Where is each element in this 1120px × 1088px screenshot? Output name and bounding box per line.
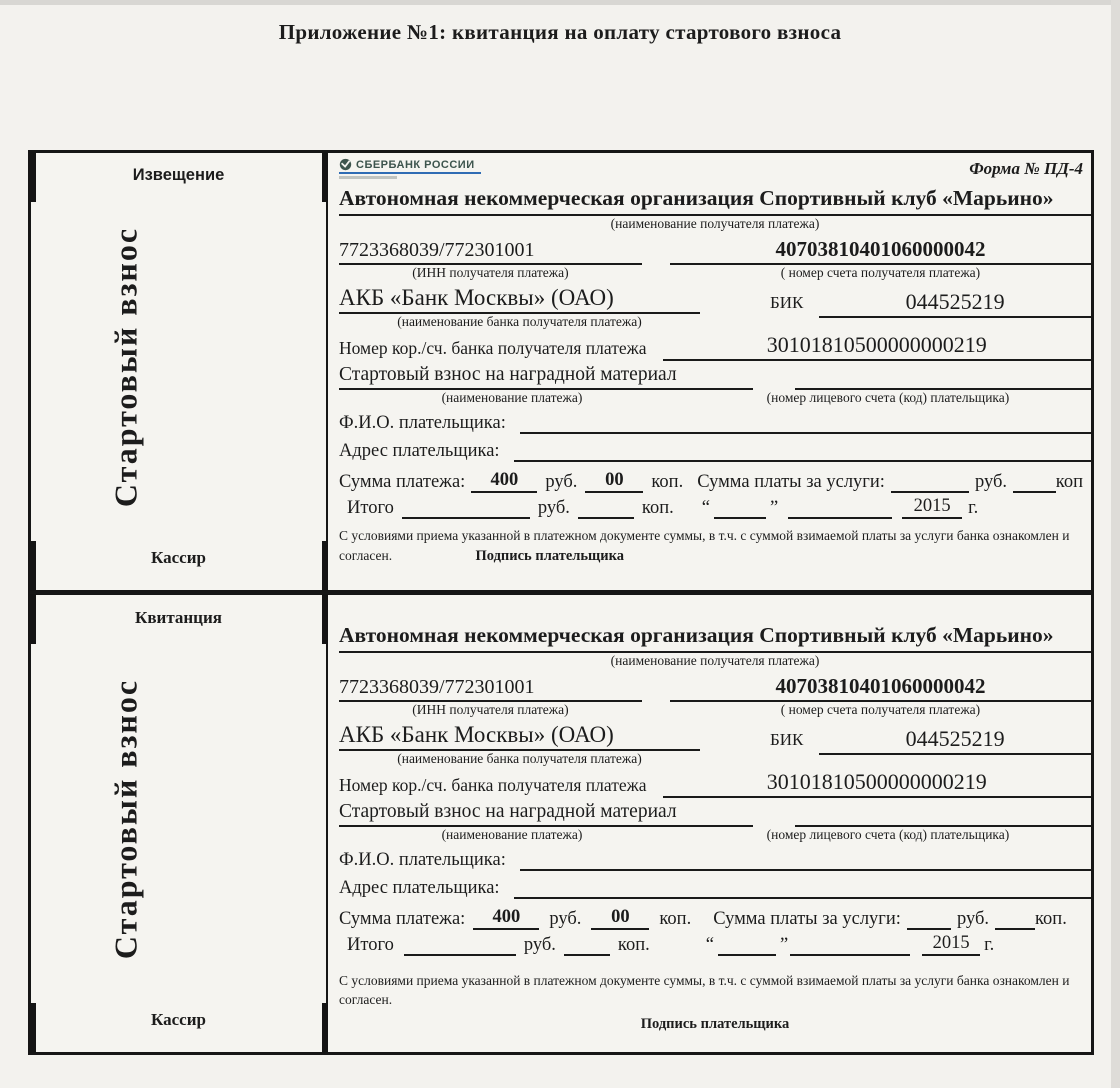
inn-account-row [339, 674, 1091, 718]
total-kop-blank [578, 502, 634, 519]
payment-caption: (наименование платежа) [441, 389, 583, 405]
payment-caption: (наименование платежа) [441, 826, 583, 842]
service-fee-label: Сумма платы за услуги: [713, 908, 901, 929]
payer-address-label: Адрес плательщика: [339, 440, 500, 461]
amount-row [339, 907, 1091, 930]
receipt-content [328, 595, 1091, 1052]
corner-mark [30, 594, 36, 644]
date-quote-close: ” [779, 934, 789, 955]
recipient-caption: (наименование получателя платежа) [610, 216, 820, 232]
sberbank-logo-subtext [339, 176, 397, 179]
notice-section-label: Извещение [132, 166, 225, 184]
inn-block [339, 239, 670, 281]
inn-caption: (ИНН получателя платежа) [412, 265, 569, 281]
personal-account-blank [795, 370, 1091, 390]
notice-slip [28, 150, 1094, 593]
year-suffix: г. [968, 497, 979, 518]
payer-address-label: Адрес плательщика: [339, 877, 500, 898]
document-title: Приложение №1: квитанция на оплату стартового взноса [278, 20, 842, 44]
kop-label: коп. [651, 471, 684, 492]
notice-left-column [31, 153, 328, 590]
recipient-caption: (наименование получателя платежа) [610, 653, 820, 669]
bik-label: БИК [769, 729, 804, 749]
bik-label: БИК [769, 292, 804, 312]
payer-address-blank [514, 880, 1091, 899]
scan-edge-right [1111, 0, 1120, 1088]
corr-account-row [339, 769, 1091, 798]
total-kop-blank [564, 939, 610, 956]
bank-block [339, 285, 700, 330]
year-value: 2015 [902, 496, 962, 519]
payer-signature-label: Подпись плательщика [475, 547, 625, 564]
personal-account-caption: (номер лицевого счета (код) плательщика) [766, 389, 1010, 405]
sberbank-logo-icon [339, 158, 352, 171]
bank-name: АКБ «Банк Москвы» (ОАО) [339, 285, 700, 314]
date-quote-open: “ [705, 934, 714, 955]
rub-label: руб. [545, 471, 578, 492]
account-caption: ( номер счета получателя платежа) [780, 702, 981, 718]
payment-name: Стартовый взнос на наградной материал [339, 801, 753, 827]
total-row [339, 933, 1091, 956]
account-value: 40703810401060000042 [670, 237, 1091, 265]
kop-label: коп. [617, 934, 650, 955]
receipt-section-label: Квитанция [135, 608, 222, 627]
date-day-blank [714, 502, 766, 519]
bank-caption: (наименование банка получателя платежа) [397, 313, 642, 329]
date-month-blank [790, 939, 910, 956]
rub-label: руб. [537, 497, 570, 518]
year-suffix: г. [984, 934, 995, 955]
form-number: Форма № ПД-4 [969, 159, 1083, 178]
date-quote-close: ” [769, 497, 779, 518]
agreement-block [339, 972, 1091, 1010]
payment-captions-row [339, 390, 1091, 406]
payer-name-row [339, 850, 1091, 871]
payment-name-row [339, 801, 1091, 827]
inn-value: 7723368039/772301001 [339, 239, 642, 265]
sberbank-logo [339, 158, 481, 179]
personal-account-caption: (номер лицевого счета (код) плательщика) [766, 826, 1010, 842]
fee-rub-blank [907, 913, 951, 930]
bik-block [700, 289, 1091, 318]
receipt-stub-label: Стартовый взнос [107, 678, 144, 959]
bank-row [339, 722, 1091, 767]
date-quote-open: “ [701, 497, 710, 518]
payer-address-row [339, 441, 1091, 462]
recipient-name: Автономная некоммерческая организация Спортивный клуб «Марьино» [339, 622, 1091, 653]
notice-content [328, 153, 1091, 590]
bik-value: 044525219 [819, 289, 1091, 318]
inn-account-row [339, 237, 1091, 281]
rub-label: руб. [974, 471, 1008, 492]
date-month-blank [788, 502, 892, 519]
account-block [670, 674, 1091, 718]
sum-rub-value: 400 [473, 907, 539, 930]
total-row [339, 496, 1091, 519]
sberbank-logo-main [339, 158, 481, 174]
service-fee-label: Сумма платы за услуги: [697, 471, 885, 492]
payer-name-label: Ф.И.О. плательщика: [339, 849, 506, 870]
receipt-slip [28, 592, 1094, 1055]
scan-edge-top [0, 0, 1120, 5]
notice-stub-label: Стартовый взнос [107, 227, 144, 508]
payer-name-label: Ф.И.О. плательщика: [339, 412, 506, 433]
kop-label: коп [1055, 471, 1083, 492]
corr-account-row [339, 332, 1091, 361]
sum-rub-value: 400 [471, 470, 537, 493]
inn-value: 7723368039/772301001 [339, 676, 642, 702]
kop-label: коп. [1035, 908, 1067, 929]
year-value: 2015 [922, 933, 980, 956]
agreement-text: С условиями приема указанной в платежном документе суммы, в т.ч. с суммой взимаемой платы за услуги банка ознакомлен и согласен. [339, 972, 1070, 1007]
date-day-blank [718, 939, 776, 956]
corner-mark [30, 152, 36, 202]
total-label: Итого [347, 497, 394, 518]
kop-label: коп. [641, 497, 674, 518]
amount-row [339, 470, 1091, 493]
payment-name-row [339, 364, 1091, 390]
payer-address-row [339, 878, 1091, 899]
notice-header-row [339, 156, 1091, 185]
corr-account-value: 30101810500000000219 [663, 332, 1092, 361]
agreement-text: С условиями приема указанной в платежном документе суммы, в т.ч. с суммой взимаемой платы за услуги банка ознакомлен и согласен. [339, 527, 1070, 563]
recipient-name: Автономная некоммерческая организация Спортивный клуб «Марьино» [339, 185, 1091, 216]
bank-row [339, 285, 1091, 330]
pd4-payment-form [28, 150, 1094, 1055]
fee-rub-blank [891, 476, 969, 493]
bik-block [700, 726, 1091, 755]
payment-captions-row [339, 827, 1091, 843]
account-block [670, 237, 1091, 281]
sberbank-logo-text: СБЕРБАНК РОССИИ [356, 158, 475, 171]
personal-account-blank [795, 807, 1091, 827]
total-label: Итого [347, 934, 394, 955]
inn-block [339, 676, 670, 718]
payer-name-row [339, 413, 1091, 434]
fee-kop-blank [1013, 476, 1056, 493]
rub-label: руб. [956, 908, 989, 929]
corr-account-label: Номер кор./сч. банка получателя платежа [339, 337, 647, 358]
account-caption: ( номер счета получателя платежа) [780, 265, 981, 281]
bank-caption: (наименование банка получателя платежа) [397, 750, 642, 766]
total-rub-blank [404, 939, 516, 956]
corr-account-label: Номер кор./сч. банка получателя платежа [339, 774, 647, 795]
receipt-left-column [31, 595, 328, 1052]
payer-signature-label: Подпись плательщика [640, 1015, 790, 1032]
sum-label: Сумма платежа: [339, 471, 466, 492]
payer-name-blank [520, 415, 1091, 434]
kop-label: коп. [659, 908, 692, 929]
agreement-block [339, 527, 1091, 566]
sum-kop-value: 00 [591, 907, 649, 930]
fee-kop-blank [995, 913, 1035, 930]
inn-caption: (ИНН получателя платежа) [412, 702, 569, 718]
sum-kop-value: 00 [585, 470, 643, 493]
payment-name: Стартовый взнос на наградной материал [339, 364, 753, 390]
payer-name-blank [520, 852, 1091, 871]
notice-cashier-label: Кассир [151, 548, 206, 567]
rub-label: руб. [549, 908, 582, 929]
payer-address-blank [514, 443, 1091, 462]
corr-account-value: 30101810500000000219 [663, 769, 1092, 798]
bik-value: 044525219 [819, 726, 1091, 755]
total-rub-blank [402, 502, 530, 519]
rub-label: руб. [523, 934, 556, 955]
bank-block [339, 722, 700, 767]
sum-label: Сумма платежа: [339, 908, 466, 929]
bank-name: АКБ «Банк Москвы» (ОАО) [339, 722, 700, 751]
receipt-cashier-label: Кассир [151, 1010, 206, 1029]
account-value: 40703810401060000042 [670, 674, 1091, 702]
